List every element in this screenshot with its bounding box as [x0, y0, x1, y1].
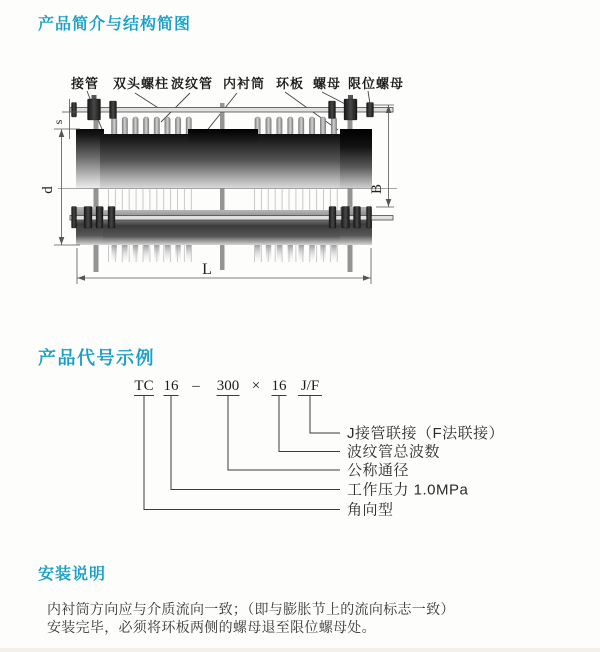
page-bottom-strip — [0, 648, 600, 652]
install-note-line: 内衬筒方向应与介质流向一致；（即与膨胀节上的流向标志一致） — [47, 601, 455, 617]
nut — [329, 101, 336, 119]
bellows-fin-lower — [154, 245, 159, 262]
part-label-pipe: 接管 — [70, 76, 100, 91]
bellows-fin-lower — [112, 245, 117, 262]
bellows-fin-lower — [255, 245, 260, 262]
nut — [329, 207, 336, 229]
bellows-fin-lower — [122, 245, 127, 262]
bellows-fin-lower — [277, 245, 282, 262]
dimension-B — [369, 105, 394, 207]
bellows-fin — [133, 117, 138, 136]
callout-waves: 波纹管总波数 — [347, 443, 441, 461]
dim-label-s: s — [51, 119, 65, 125]
bellows-fin-lower — [288, 245, 293, 262]
nut — [108, 207, 115, 229]
part-labels — [70, 76, 404, 91]
bellows-fin — [112, 117, 117, 136]
code-callouts — [347, 425, 504, 519]
bellows-fin — [266, 117, 271, 136]
dim-label-B: B — [369, 183, 385, 195]
nut — [354, 207, 361, 229]
dim-label-d: d — [40, 186, 56, 194]
bellows-fin — [165, 117, 170, 136]
dim-label-L: L — [202, 261, 212, 278]
callout-diameter: 公称通径 — [347, 462, 410, 479]
bellows-fin-lower — [133, 245, 138, 262]
nut — [88, 99, 101, 120]
lower-half-body — [76, 207, 372, 245]
code-part-type: TC — [134, 378, 154, 394]
code-part-diameter: 300 — [216, 378, 240, 394]
bellows-fin — [288, 117, 293, 136]
structure-diagram — [0, 55, 600, 320]
bellows-fin — [122, 117, 127, 136]
part-label-liner: 内衬筒 — [222, 76, 266, 91]
bellows-fin — [143, 117, 148, 136]
part-label-stud: 双头螺柱 — [112, 76, 170, 91]
bellows-fin — [277, 117, 282, 136]
code-string — [134, 378, 319, 394]
bellows-fin-lower — [143, 245, 148, 262]
bellows-fin — [175, 117, 180, 136]
section-title-code: 产品代号示例 — [38, 348, 155, 368]
bellows-fin-lower — [266, 245, 271, 262]
bellows-body — [100, 134, 346, 188]
upper-half-body — [76, 129, 372, 188]
nut — [72, 103, 77, 118]
nut — [84, 207, 92, 229]
bellows-fin — [299, 117, 304, 136]
nut — [72, 207, 77, 229]
section-title-intro: 产品简介与结构简图 — [38, 16, 192, 33]
part-label-bellows: 波纹管 — [170, 76, 214, 91]
code-part-waves: 16 — [271, 378, 287, 394]
bellows-fin — [309, 117, 314, 136]
nut — [342, 207, 350, 229]
bellows-fin-lower — [186, 245, 191, 262]
install-note-line: 安装完毕，必须将环板两侧的螺母退至限位螺母处。 — [47, 619, 376, 635]
nut — [367, 103, 374, 118]
nut — [344, 99, 357, 120]
bellows-fin-lower — [299, 245, 304, 262]
bellows-fin — [154, 117, 159, 136]
part-label-limitnut: 限位螺母 — [347, 76, 405, 91]
nut — [110, 101, 117, 119]
code-separator-times: × — [251, 378, 261, 394]
pipe-end-left — [76, 129, 104, 188]
part-label-ringplate: 环板 — [275, 76, 305, 91]
callout-type: 角向型 — [347, 501, 394, 519]
code-separator-dash: – — [192, 378, 200, 394]
liner-sleeve — [188, 129, 258, 142]
bellows-fin-lower — [175, 245, 180, 262]
code-part-connection: J/F — [300, 378, 320, 394]
nut — [367, 207, 372, 229]
bellows-fin-lower — [309, 245, 314, 262]
bellows-fin-lower — [331, 245, 336, 262]
bellows-fin-lower — [165, 245, 170, 262]
bellows-fin — [320, 117, 325, 136]
code-part-pressure: 16 — [163, 378, 179, 394]
callout-pressure: 工作压力 1.0MPa — [347, 481, 469, 499]
part-label-nut: 螺母 — [312, 76, 342, 91]
section-title-install: 安装说明 — [38, 566, 107, 583]
bellows-fin — [331, 117, 336, 136]
install-notes — [47, 600, 567, 636]
bellows-fin-lower — [320, 245, 325, 262]
code-connectors — [144, 396, 340, 510]
nut — [96, 207, 103, 229]
ring-plate-right — [340, 129, 372, 188]
callout-connection: J接管联接（F法联接） — [347, 425, 505, 442]
code-example-diagram — [0, 372, 600, 552]
